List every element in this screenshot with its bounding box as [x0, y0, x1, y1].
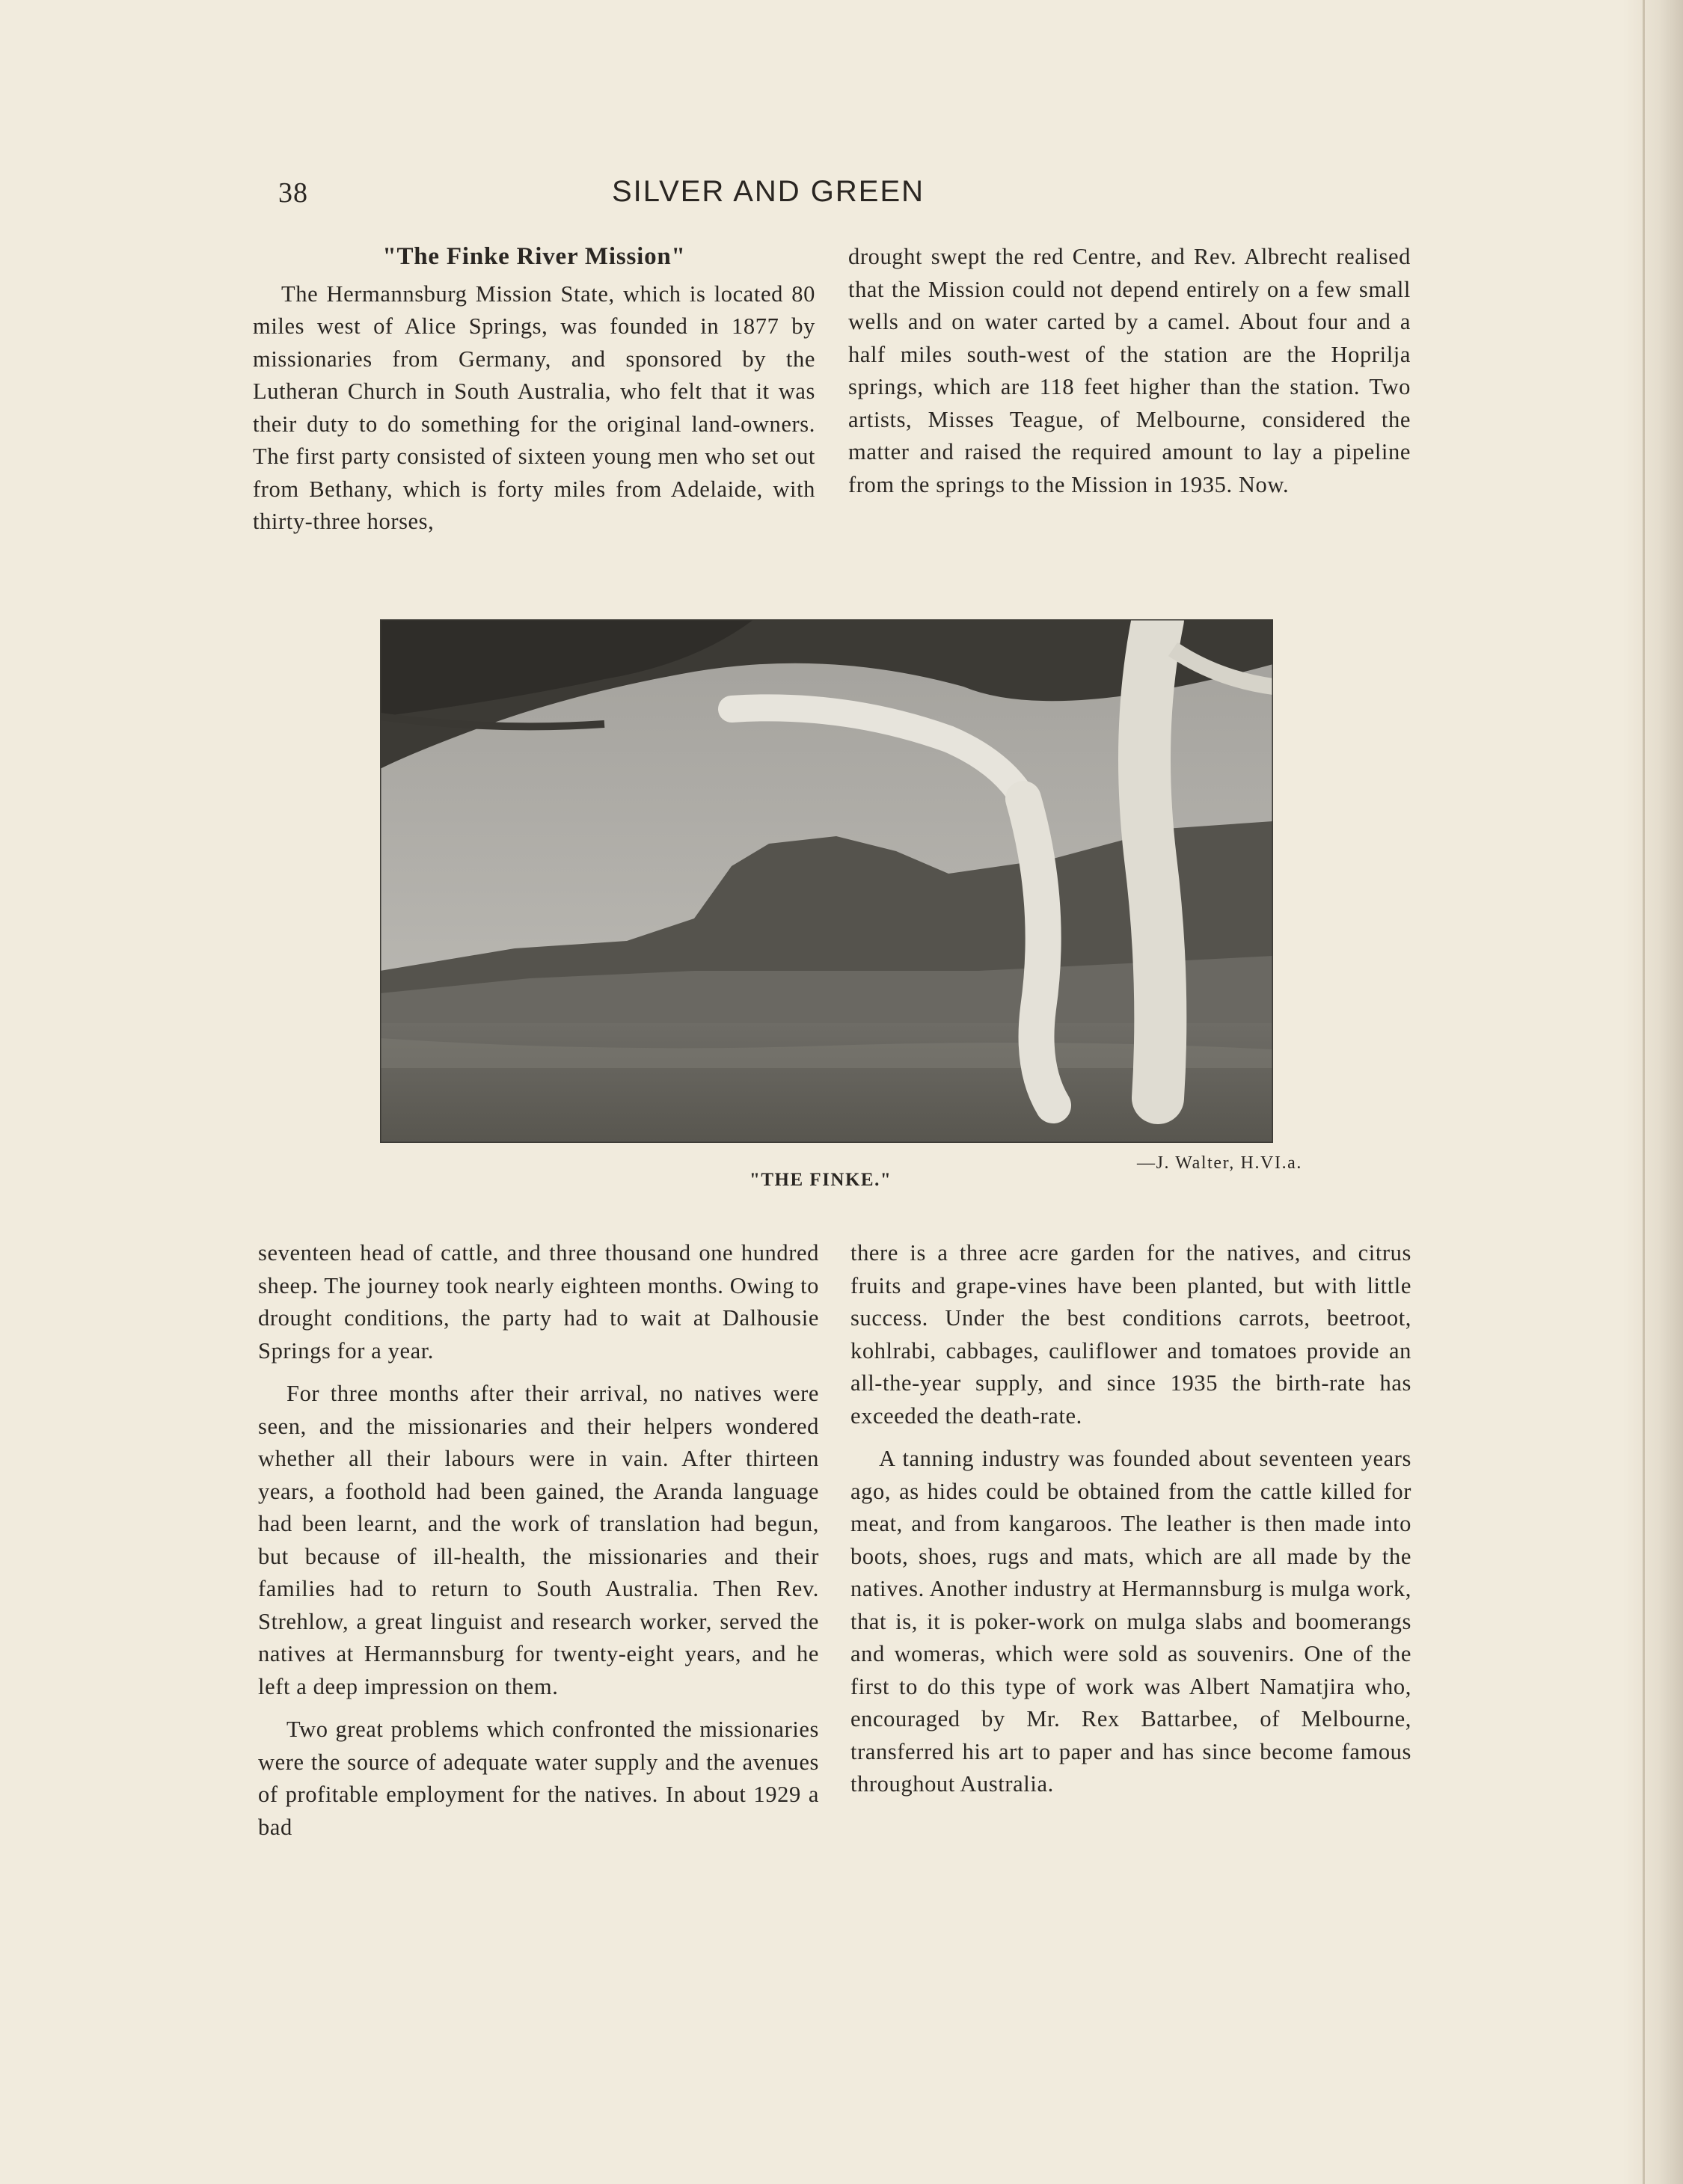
column-right-top — [848, 241, 1411, 512]
photo-credit: —J. Walter, H.VI.a. — [1137, 1153, 1303, 1173]
paragraph: Two great problems which confronted the missionaries were the source of adequate water supply and the avenues of profitable employment for the natives. In about 1929 a bad — [258, 1717, 819, 1840]
paragraph: drought swept the red Centre, and Rev. Albrecht realised that the Mission could not depend entirely on a few small wells and on water carted by a camel. About four and a half miles south-west of the station are the Hoprilja springs, which are 118 feet higher than the station. Two artists, Misses Teague, of Melbourne, considered the matter and raised the required amount to lay a pipeline from the springs to the Mission in 1935. Now. — [848, 244, 1411, 497]
column-left-bottom — [258, 1237, 819, 1854]
paragraph: A tanning industry was founded about seventeen years ago, as hides could be obtained from the cattle killed for meat, and from kangaroos. The leather is then made into boots, shoes, rugs and mats, which are all made by the natives. Another industry at Hermannsburg is mulga work, that is, it is poker-work on mulga slabs and boomerangs and womeras, which were sold as souvenirs. One of the first to do this type of work was Albert Namatjira who, encouraged by Mr. Rex Battarbee, of Melbourne, transferred his art to paper and has since become famous throughout Australia. — [850, 1446, 1411, 1797]
paragraph: seventeen head of cattle, and three thousand one hundred sheep. The journey took nearly eighteen months. Owing to drought conditions, the party had to wait at Dalhousie Springs for a year. — [258, 1240, 819, 1364]
paragraph: The Hermannsburg Mission State, which is located 80 miles west of Alice Springs, was founded in 1877 by missionaries from Germany, and sponsored by the Lutheran Church in South Australia, who felt that it was their duty to do something for the original land-owners. The first party consisted of sixteen young men who set out from Bethany, which is forty miles from Adelaide, with thirty-three horses, — [253, 280, 815, 534]
photo-caption: "THE FINKE." — [749, 1170, 892, 1190]
paragraph: For three months after their arrival, no natives were seen, and the missionaries and their helpers wondered whether all their labours were in vain. After thirteen years, a foothold had been gained, the Aranda language had been learnt, and the work of translation had begun, but because of ill-health, the missionaries and their families had to return to South Australia. Then Rev. Strehlow, a great linguist and research worker, served the natives at Hermannsburg for twenty-eight years, and he left a deep impression on them. — [258, 1381, 819, 1699]
column-right-bottom — [850, 1237, 1411, 1812]
running-title: SILVER AND GREEN — [612, 175, 925, 208]
page-number: 38 — [278, 177, 308, 209]
finke-photograph — [380, 619, 1273, 1143]
column-left-top — [253, 241, 815, 549]
article-title: "The Finke River Mission" — [382, 243, 686, 270]
page-edge-shadow — [1623, 0, 1683, 2184]
paragraph: there is a three acre garden for the natives, and citrus fruits and grape-vines have been planted, but with little success. Under the best conditions carrots, beetroot, kohlrabi, cabbages, cauliflower and tomatoes provide an all-the-year supply, and since 1935 the birth-rate has exceeded the death-rate. — [850, 1240, 1411, 1429]
